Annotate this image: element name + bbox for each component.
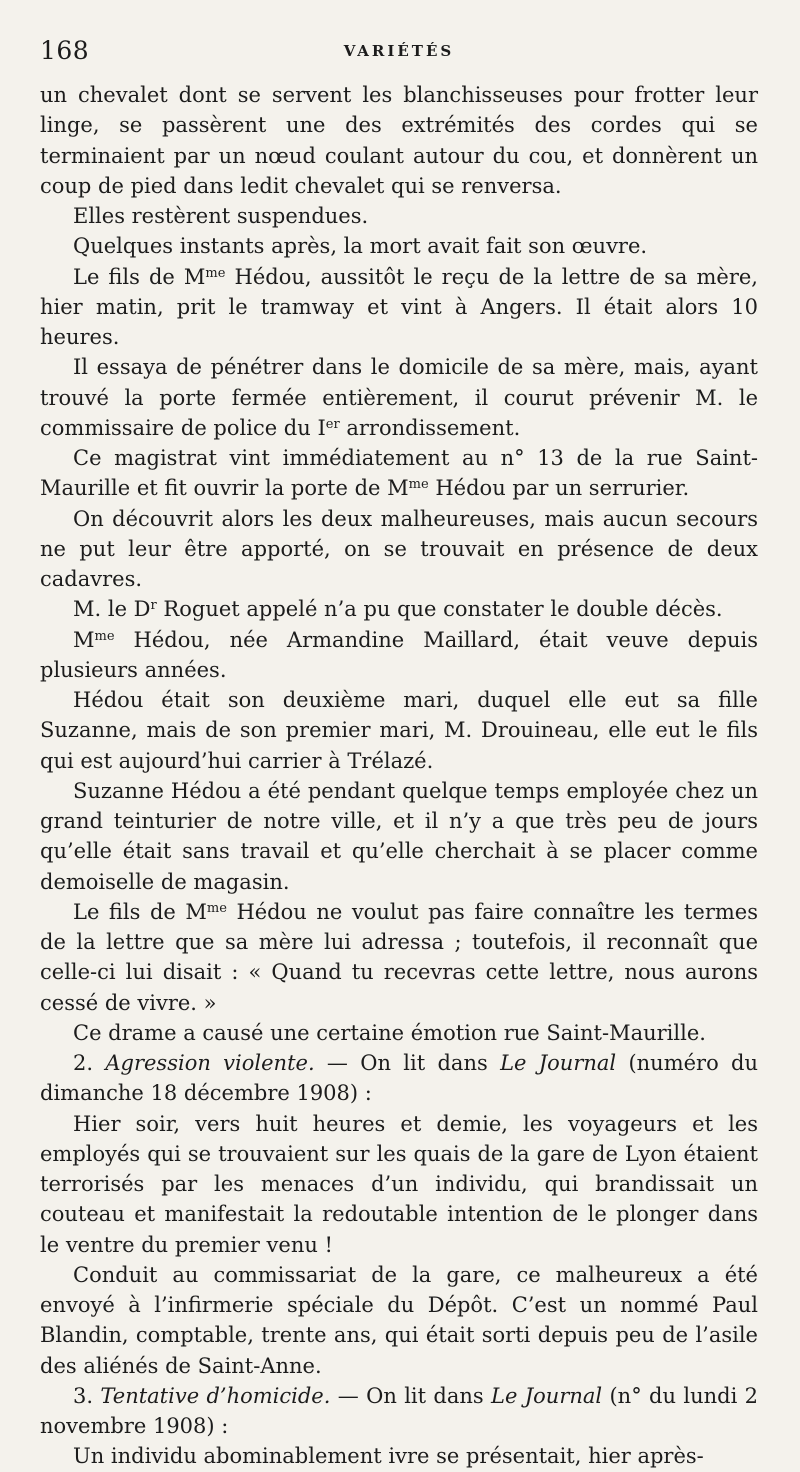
text-run: Roguet appelé n’a pu que constater le double décès.	[156, 597, 723, 622]
italic-run: Tentative d’homicide.	[100, 1383, 331, 1408]
text-run: (numéro du dimanche 18 décembre 1908) :	[40, 1051, 758, 1106]
text-run: Hédou par un serrurier.	[428, 476, 690, 501]
text-run: Ce magistrat vint immédiatement au n° 13 de la rue Saint-Maurille et fit ouvrir la porte de M	[40, 446, 758, 501]
paragraph: Un individu abominablement ivre se présentait, hier après-	[73, 1444, 704, 1469]
page-number: 168	[40, 36, 90, 65]
paragraph: Conduit au commissariat de la gare, ce malheureux a été envoyé à l’infirmerie spéciale du Dépôt. C’est un nommé Paul Blandin, comptable, trente ans, qui était sorti depuis peu de l’asile des aliénés de Saint-Anne.	[40, 1262, 758, 1378]
text-run: Il essaya de pénétrer dans le domicile de sa mère, mais, ayant trouvé la porte fermée entièrement, il courut prévenir M. le commissaire de police du I	[40, 355, 758, 440]
text-run: arrondissement.	[339, 415, 521, 440]
page-header	[40, 34, 758, 80]
paragraph	[40, 1381, 758, 1442]
text-run: Le fils de M	[73, 264, 206, 289]
italic-run: Le Journal	[491, 1383, 603, 1408]
paragraph	[40, 897, 758, 1018]
paragraph: Suzanne Hédou a été pendant quelque temps employée chez un grand teinturier de notre ville, et il n’y a que très peu de jours qu’elle était sans travail et qu’elle cherchait à se placer comme demoiselle de magasin.	[40, 778, 758, 894]
text-run: M. le D	[73, 597, 151, 622]
text-run: Le fils de M	[73, 899, 207, 924]
text-run: (n° du lundi 2 novembre 1908) :	[40, 1383, 758, 1438]
paragraph: un chevalet dont se servent les blanchisseuses pour frotter leur linge, se passèrent une des extrémités des cordes qui se terminaient par un nœud coulant autour du cou, et donnèrent un coup de pied dans ledit chevalet qui se renversa.	[40, 83, 758, 198]
paragraph	[40, 262, 758, 353]
superscript-abbrev: me	[206, 900, 227, 916]
text-run: M	[73, 627, 95, 652]
superscript-abbrev: me	[94, 628, 115, 644]
text-run: Hédou, née Armandine Maillard, était veuve depuis plusieurs années.	[40, 627, 758, 682]
paragraph: Quelques instants après, la mort avait fait son œuvre.	[73, 234, 648, 259]
paragraph: Hier soir, vers huit heures et demie, les voyageurs et les employés qui se trouvaient sur les quais de la gare de Lyon étaient terrorisés par les menaces d’un individu, qui brandissait un couteau et manifestait la redoutable intention de le plonger dans le ventre du premier venu !	[40, 1111, 758, 1257]
text-run: 3.	[73, 1383, 101, 1408]
paragraph: Ce drame a causé une certaine émotion rue Saint-Maurille.	[73, 1020, 706, 1045]
superscript-abbrev: me	[408, 477, 429, 493]
paragraph: Hédou était son deuxième mari, duquel elle eut sa fille Suzanne, mais de son premier mari, M. Drouineau, elle eut le fils qui est aujourd’hui carrier à Trélazé.	[40, 688, 758, 773]
text-run: Hédou, aussitôt le reçu de la lettre de sa mère, hier matin, prit le tramway et vint à Angers. Il était alors 10 heures.	[40, 264, 758, 349]
paragraph	[40, 443, 758, 504]
paragraph	[40, 625, 758, 686]
paragraph: On découvrit alors les deux malheureuses, mais aucun secours ne put leur être apporté, on se trouvait en présence de deux cadavres.	[40, 506, 758, 591]
italic-run: Le Journal	[500, 1051, 617, 1075]
running-head: VARIÉTÉS	[343, 42, 455, 60]
paragraph	[40, 352, 758, 443]
superscript-abbrev: er	[325, 416, 340, 432]
superscript-abbrev: r	[150, 598, 157, 614]
paragraph: Elles restèrent suspendues.	[73, 204, 369, 228]
paragraph	[40, 1048, 758, 1109]
text-run: Hédou ne voulut pas faire connaître les termes de la lettre que sa mère lui adressa ; toutefois, il reconnaît que celle-ci lui disait : « Quand tu recevras cette lettre, nous aurons cessé de vivre. »	[40, 899, 758, 1015]
text-run: — On lit dans	[314, 1051, 501, 1075]
superscript-abbrev: me	[205, 265, 226, 281]
body-text	[40, 80, 758, 1472]
italic-run: Agression violente.	[105, 1051, 315, 1075]
text-run: 2.	[73, 1051, 106, 1075]
paragraph	[40, 594, 758, 624]
text-run: — On lit dans	[330, 1383, 492, 1408]
